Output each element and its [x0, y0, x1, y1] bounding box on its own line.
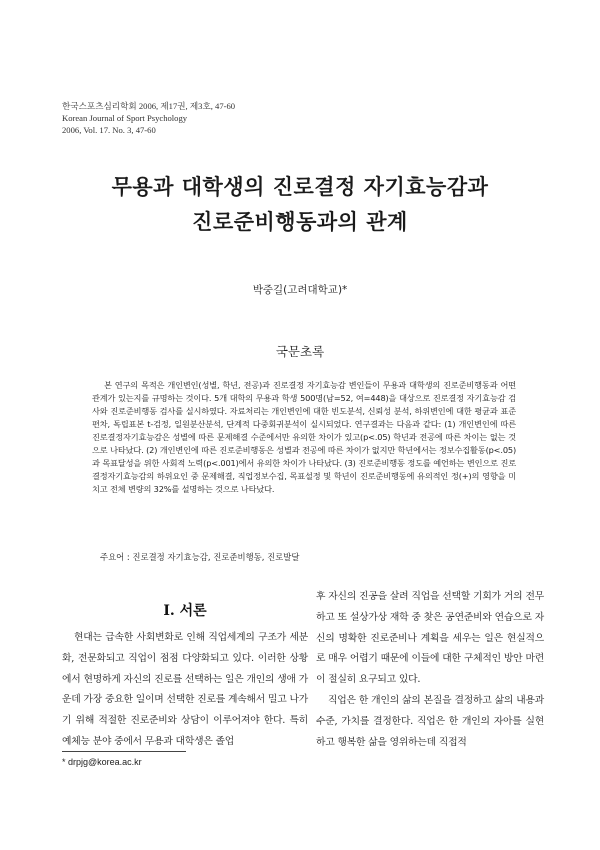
journal-name-english: Korean Journal of Sport Psychology: [62, 113, 188, 123]
keywords: 주요어 : 진로결정 자기효능감, 진로준비행동, 진로발달: [100, 552, 300, 562]
journal-citation: [62, 100, 235, 136]
right-column: [316, 587, 544, 753]
left-column: [62, 628, 308, 753]
section-heading-introduction: I. 서론: [163, 603, 207, 619]
body-paragraph: 현대는 급속한 사회변화로 인해 직업세계의 구조가 세분화, 전문화되고 직업이 점점 다양화되고 있다. 이러한 상황에서 현명하게 자신의 진로를 선택하는 일은 개인의 생애 가운데 가장 중요한 일이며 선택한 진로를 계속해서 밀고 나가기 위해 적절한 진로준비와 상담이 이루어져야 한다. 특히 예체능 분야 중에서 무용과 대학생은 졸업: [62, 632, 308, 747]
author-email-footnote: * drpjg@korea.ac.kr: [62, 757, 142, 767]
author-line: 박중길(고려대학교)*: [252, 284, 348, 296]
body-paragraph: 후 자신의 진공을 살려 직업을 선택할 기회가 거의 전무하고 또 설상가상 재학 중 찾은 공연준비와 연습으로 자신의 명확한 진로준비나 계획을 세우는 일은 현실적으로 매우 어렵기 때문에 이들에 대한 구체적인 방안 마련이 절실히 요구되고 있다.: [316, 591, 544, 686]
paper-title-line-2: 진로준비행동과의 관계: [192, 209, 408, 234]
journal-citation-korean: 한국스포츠심리학회 2006, 제17권, 제3호, 47-60: [62, 101, 236, 111]
footnote-divider: [62, 751, 186, 752]
abstract-heading: 국문초록: [275, 344, 325, 359]
paper-title-line-1: 무용과 대학생의 진로결정 자기효능감과: [111, 174, 489, 199]
abstract-body: 본 연구의 목적은 개인변인(성별, 학년, 전공)과 진로결정 자기효능감 변인들이 무용과 대학생의 진로준비행동과 어떤 관계가 있는지를 규명하는 것이다. 5개 대학의 무용과 학생 500명(남=52, 여=448)을 대상으로 진로결정 자기효능감 검사와 진로준비행동 검사를 실시하였다. 자료처리는 개인변인에 대한 빈도분석, 신뢰성 분석, 하위변인에 대한 평균과 표준편차, 독립표본 t-검정, 일원분산분석, 단계적 다중회귀분석이 실시되었다. 연구결과는 다음과 같다: (1) 개인변인에 따른 진로결정자기효능감은 성별에 따른 문제해결 수준에서만 유의한 차이가 있고(p<.05) 학년과 전공에 따른 차이는 없는 것으로 나타났다. (2) 개인변인에 따른 진로준비행동은 성별과 전공에 따른 차이가 없지만 학년에서는 정보수집활동(p<.05)과 목표달성을 위한 사회적 노력(p<.001)에서 유의한 차이가 나타났다. (3) 진로준비행동 정도를 예언하는 변인으로 진로결정자기효능감의 하위요인 중 문제해결, 직업정보수집, 목표설정 및 학년이 진로준비행동에 유의적인 정(+)의 영향을 미치고 전체 변량의 32%를 설명하는 것으로 나타났다.: [92, 380, 516, 494]
body-paragraph: 직업은 한 개인의 삶의 본질을 결정하고 삶의 내용과 수준, 가치를 결정한다. 직업은 한 개인의 자아를 실현하고 행복한 삶을 영위하는데 직접적: [316, 694, 544, 748]
journal-volume-info: 2006, Vol. 17. No. 3, 47-60: [62, 125, 156, 135]
